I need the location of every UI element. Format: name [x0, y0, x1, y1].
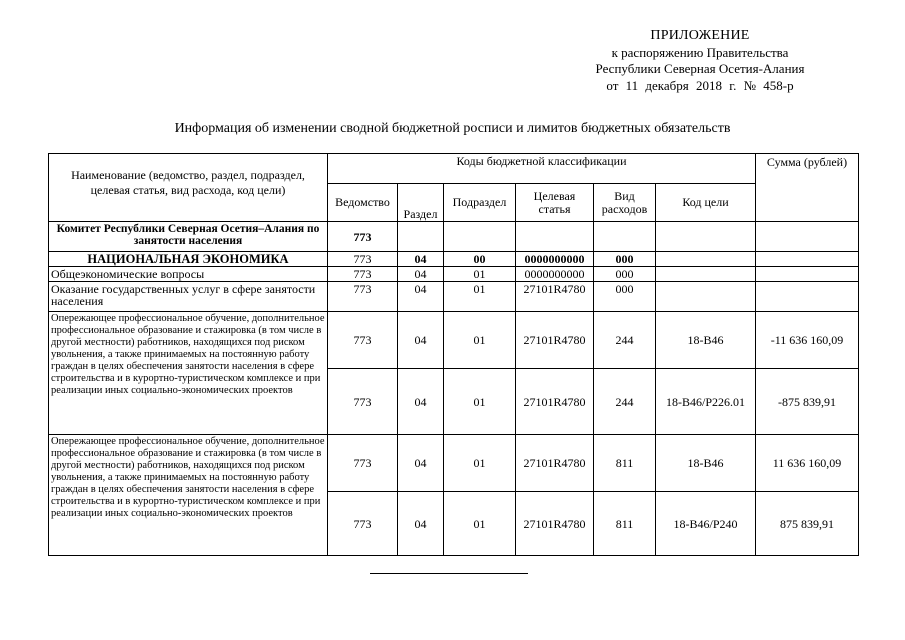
cell-type: 000	[594, 267, 656, 282]
cell-type: 000	[594, 282, 656, 312]
cell-article: 27101R4780	[516, 282, 594, 312]
header-expense-type: Вид расходов	[594, 184, 656, 222]
cell-section: 04	[398, 312, 444, 369]
header-subsection: Подраздел	[444, 184, 516, 222]
cell-code	[656, 282, 756, 312]
cell-dept: 773	[328, 435, 398, 492]
cell-article: 0000000000	[516, 252, 594, 267]
cell-dept: 773	[328, 492, 398, 556]
row-name: Оказание государственных услуг в сфере занятости населения	[49, 282, 328, 312]
cell-type: 000	[594, 252, 656, 267]
appendix-line-3: от 11 декабря 2018 г. № 458-р	[606, 77, 794, 93]
cell-article: 27101R4780	[516, 492, 594, 556]
cell-section: 04	[398, 492, 444, 556]
cell-article: 27101R4780	[516, 312, 594, 369]
row-name: Общеэкономические вопросы	[49, 267, 328, 282]
header-codes-group: Коды бюджетной классификации	[328, 154, 756, 184]
cell-sum: -11 636 160,09	[756, 312, 859, 369]
cell-sum: 11 636 160,09	[756, 435, 859, 492]
cell-code	[656, 222, 756, 252]
cell-sum	[756, 222, 859, 252]
table-header-row	[49, 154, 859, 184]
appendix-title: ПРИЛОЖЕНИЕ	[650, 28, 750, 43]
document-title: Информация об изменении сводной бюджетной росписи и лимитов бюджетных обязательств	[174, 121, 731, 136]
row-name: Комитет Республики Северная Осетия–Алания по занятости населения	[49, 222, 328, 252]
cell-code: 18-B46	[656, 312, 756, 369]
cell-section: 04	[398, 435, 444, 492]
cell-section: 04	[398, 267, 444, 282]
header-section: Раздел	[398, 184, 444, 222]
cell-sum: -875 839,91	[756, 369, 859, 435]
cell-section: 04	[398, 369, 444, 435]
cell-dept: 773	[328, 267, 398, 282]
footer-separator-line	[370, 573, 528, 574]
table-row	[49, 267, 859, 282]
cell-subsection	[444, 222, 516, 252]
cell-type: 811	[594, 435, 656, 492]
cell-type: 244	[594, 369, 656, 435]
cell-article: 0000000000	[516, 267, 594, 282]
header-target-code: Код цели	[656, 184, 756, 222]
cell-subsection: 01	[444, 435, 516, 492]
cell-sum	[756, 267, 859, 282]
cell-code: 18-B46/P226.01	[656, 369, 756, 435]
cell-subsection: 01	[444, 267, 516, 282]
cell-sum: 875 839,91	[756, 492, 859, 556]
cell-dept: 773	[328, 282, 398, 312]
cell-sum	[756, 252, 859, 267]
cell-type: 244	[594, 312, 656, 369]
budget-table	[48, 153, 859, 556]
cell-subsection: 01	[444, 369, 516, 435]
table-row	[49, 282, 859, 312]
row-name: НАЦИОНАЛЬНАЯ ЭКОНОМИКА	[49, 252, 328, 267]
table-row	[49, 252, 859, 267]
table-row	[49, 312, 859, 369]
cell-dept: 773	[328, 312, 398, 369]
cell-dept: 773	[328, 222, 398, 252]
cell-subsection: 00	[444, 252, 516, 267]
cell-section: 04	[398, 282, 444, 312]
cell-sum	[756, 282, 859, 312]
cell-article: 27101R4780	[516, 369, 594, 435]
cell-article: 27101R4780	[516, 435, 594, 492]
cell-code: 18-B46/P240	[656, 492, 756, 556]
cell-section: 04	[398, 252, 444, 267]
row-name: Опережающее профессиональное обучение, дополнительное профессиональное образование и стажировка (в том числе в другой местности) работников, находящихся под риском увольнения, а также принимаемых на постоянную работу граждан в целях обеспечения занятости населения в сфере строительства и в курортно-туристическом комплексе и при реализации иных социально-экономических проектов	[49, 312, 328, 435]
row-name: Опережающее профессиональное обучение, дополнительное профессиональное образование и стажировка (в том числе в другой местности) работников, находящихся под риском увольнения, а также принимаемых на постоянную работу граждан в целях обеспечения занятости населения в сфере строительства и в курортно-туристическом комплексе и при реализации иных социально-экономических проектов	[49, 435, 328, 556]
cell-type: 811	[594, 492, 656, 556]
table-row	[49, 222, 859, 252]
cell-article	[516, 222, 594, 252]
cell-subsection: 01	[444, 282, 516, 312]
header-dept: Ведомство	[328, 184, 398, 222]
cell-dept: 773	[328, 369, 398, 435]
cell-dept: 773	[328, 252, 398, 267]
cell-code	[656, 252, 756, 267]
cell-code	[656, 267, 756, 282]
header-sum: Сумма (рублей)	[756, 154, 859, 222]
cell-code: 18-B46	[656, 435, 756, 492]
cell-subsection: 01	[444, 312, 516, 369]
appendix-block	[570, 28, 830, 94]
appendix-line-2: Республики Северная Осетия-Алания	[595, 61, 805, 76]
cell-section	[398, 222, 444, 252]
cell-subsection: 01	[444, 492, 516, 556]
cell-type	[594, 222, 656, 252]
header-target-article: Целевая статья	[516, 184, 594, 222]
header-name: Наименование (ведомство, раздел, подраздел, целевая статья, вид расхода, код цели)	[49, 154, 328, 222]
appendix-line-1: к распоряжению Правительства	[611, 44, 789, 60]
table-row	[49, 435, 859, 492]
